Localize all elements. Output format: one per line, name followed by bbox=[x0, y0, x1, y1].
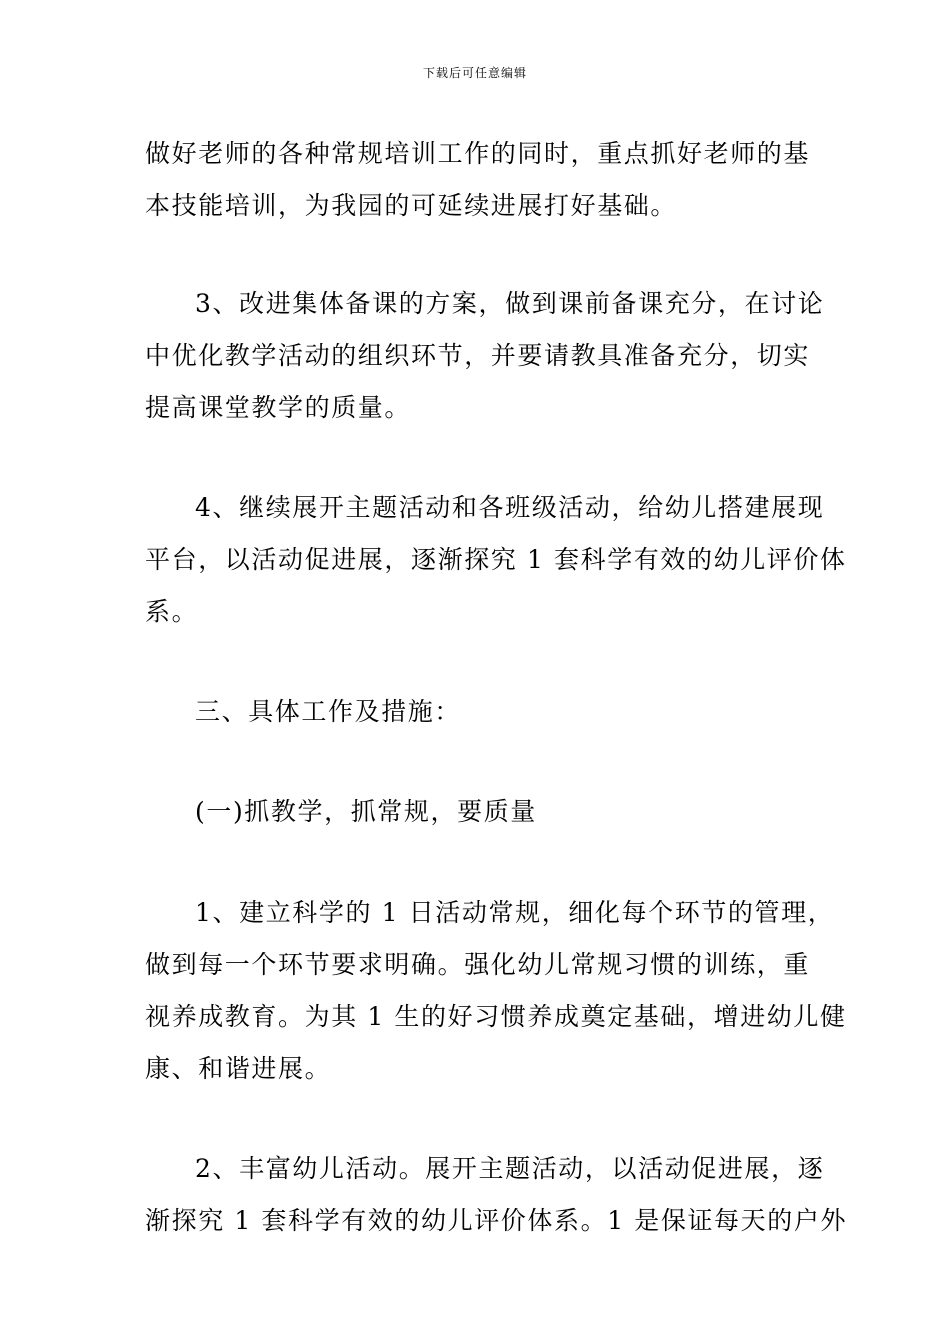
text-line: 做好老师的各种常规培训工作的同时，重点抓好老师的基 bbox=[145, 139, 811, 168]
text-line: 系。 bbox=[145, 597, 199, 626]
page-header: 下载后可任意编辑 bbox=[422, 66, 527, 80]
text-line: 视养成教育。为其 1 生的好习惯养成奠定基础，增进幼儿健 bbox=[145, 1002, 847, 1031]
text-line: 平台，以活动促进展，逐渐探究 1 套科学有效的幼儿评价体 bbox=[145, 545, 847, 574]
paragraph bbox=[145, 1143, 848, 1247]
text-line: 3、改进集体备课的方案，做到课前备课充分，在讨论 bbox=[195, 289, 825, 318]
text-line: 做到每一个环节要求明确。强化幼儿常规习惯的训练，重 bbox=[145, 950, 811, 979]
text-line: 中优化教学活动的组织环节，并要请教具准备充分，切实 bbox=[145, 341, 811, 370]
text-line: 2、丰富幼儿活动。展开主题活动，以活动促进展，逐 bbox=[195, 1154, 825, 1183]
document-body bbox=[145, 128, 848, 1247]
text-line: 渐探究 1 套科学有效的幼儿评价体系。1 是保证每天的户外 bbox=[145, 1206, 848, 1235]
section-heading bbox=[145, 686, 815, 738]
text-line: 康、和谐进展。 bbox=[145, 1054, 332, 1083]
subsection-heading bbox=[145, 786, 815, 838]
text-line: 本技能培训，为我园的可延续进展打好基础。 bbox=[145, 191, 678, 220]
text-line: 提高课堂教学的质量。 bbox=[145, 393, 412, 422]
text-line: 三、具体工作及措施： bbox=[195, 697, 462, 726]
paragraph bbox=[145, 887, 847, 1095]
paragraph bbox=[145, 482, 847, 638]
paragraph bbox=[145, 128, 815, 232]
text-line: (一)抓教学，抓常规，要质量 bbox=[195, 797, 537, 826]
text-line: 1、建立科学的 1 日活动常规，细化每个环节的管理， bbox=[195, 898, 835, 927]
paragraph bbox=[145, 278, 825, 434]
text-line: 4、继续展开主题活动和各班级活动，给幼儿搭建展现 bbox=[195, 493, 825, 522]
